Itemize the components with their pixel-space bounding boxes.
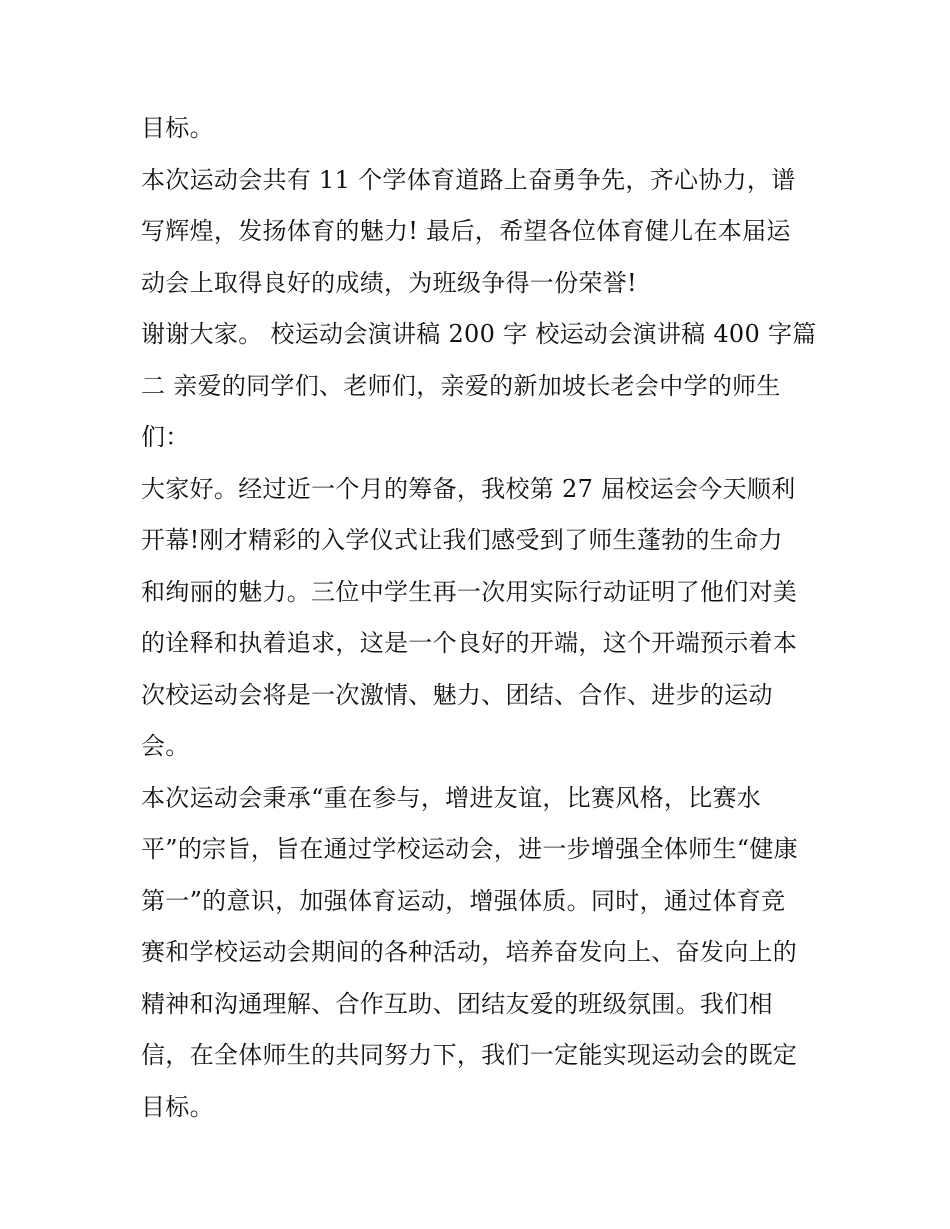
- text-line: 写辉煌，发扬体育的魅力! 最后，希望各位体育健儿在本届运: [141, 217, 791, 245]
- text-line: 精神和沟通理解、合作互助、团结友爱的班级氛围。我们相: [141, 989, 773, 1018]
- text-line: 动会上取得良好的成绩，为班级争得一份荣誉!: [141, 268, 637, 297]
- text-line: 开幕!刚才精彩的入学仪式让我们感受到了师生蓬勃的生命力: [141, 526, 783, 554]
- text-line: 信，在全体师生的共同努力下，我们一定能实现运动会的既定: [141, 1041, 798, 1069]
- text-line: 目标。: [141, 114, 214, 142]
- text-line: 的诠释和执着追求，这是一个良好的开端，这个开端预示着本: [141, 629, 798, 657]
- text-line: 平”的宗旨，旨在通过学校运动会，进一步增强全体师生“健康: [141, 835, 798, 863]
- text-line: 次校运动会将是一次激情、魅力、团结、合作、进步的运动: [141, 680, 773, 709]
- text-line: 谢谢大家。 校运动会演讲稿 200 字 校运动会演讲稿 400 字篇: [141, 320, 817, 348]
- text-line: 本次运动会共有 11 个学体育道路上奋勇争先，齐心协力，谱: [141, 165, 796, 194]
- document-body: [141, 103, 821, 1133]
- text-line: 会。: [141, 732, 190, 760]
- text-line: 第一”的意识，加强体育运动，增强体质。同时，通过体育竞: [141, 886, 786, 915]
- text-line: 大家好。经过近一个月的筹备，我校第 27 届校运会今天顺利: [141, 474, 796, 503]
- text-line: 目标。: [141, 1092, 214, 1121]
- text-line: 们：: [141, 423, 190, 451]
- text-line: 本次运动会秉承“重在参与，增进友谊，比赛风格，比赛水: [141, 783, 762, 812]
- text-line: 二 亲爱的同学们、老师们，亲爱的新加坡长老会中学的师生: [141, 371, 781, 400]
- text-line: 赛和学校运动会期间的各种活动，培养奋发向上、奋发向上的: [141, 938, 798, 966]
- text-line: 和绚丽的魅力。三位中学生再一次用实际行动证明了他们对美: [141, 577, 798, 606]
